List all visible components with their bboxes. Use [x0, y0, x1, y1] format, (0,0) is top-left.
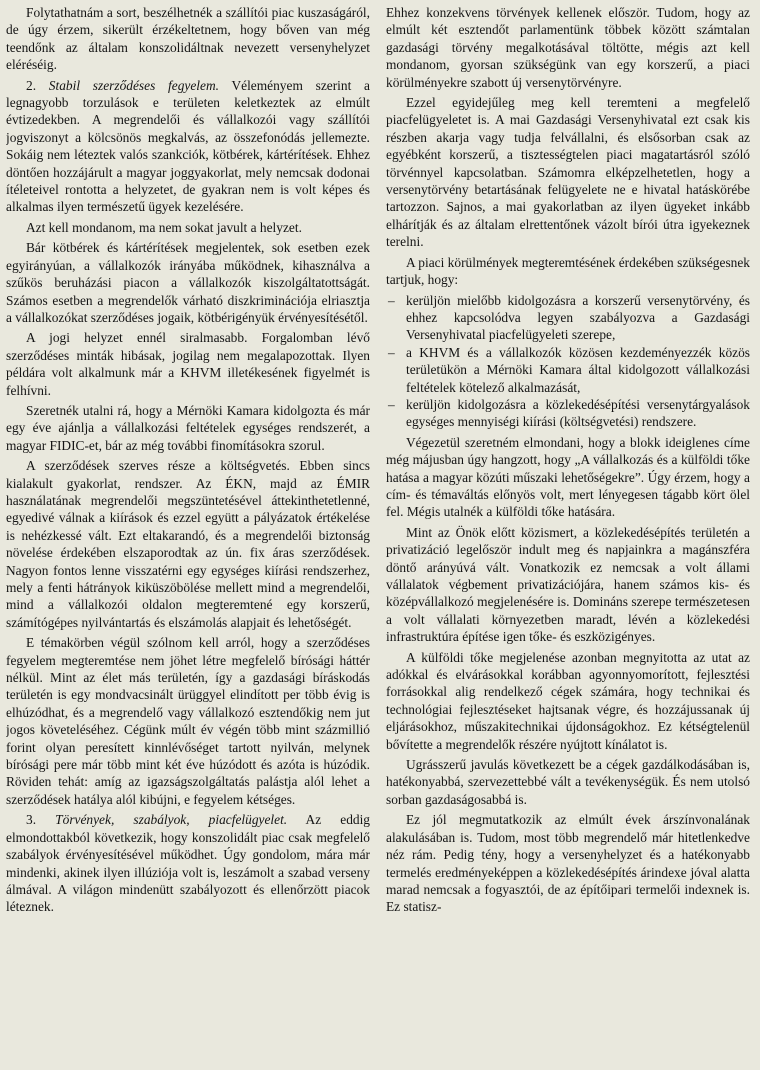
list-dash: –	[388, 344, 395, 360]
paragraph	[6, 4, 370, 74]
paragraph-text: Ez jól megmutatkozik az elmúlt évek árszínvonalának alakulásában is. Tudom, most több megrendelő már hitetlenkedve néz rám. Pedig tény, hogy a versenyhelyzet és a hatékonyabb termelés eredményeképpen a közlekedésépítés árindexe jóval alatta marad nemcsak a fogyasztói, de az építőipari termelői indexnek is. Ez statisz-	[386, 812, 750, 915]
list-item-text: kerüljön mielőbb kidolgozásra a korszerű versenytörvény, és ehhez kapcsolódva legyen szabályozva a Gazdasági Versenyhivatal piacfelügyeleti szerepe,	[406, 292, 750, 343]
paragraph-text: A piaci körülmények megteremtésének érdekében szükségesnek tartjuk, hogy:	[386, 254, 750, 288]
paragraph	[386, 94, 750, 251]
paragraph	[386, 524, 750, 646]
paragraph-text: Bár kötbérek és kártérítések megjelentek, sok esetben ezek egyirányúan, a vállalkozók irányába működnek, kihasználva a szűkös beruházási piacon a vállalkozók kiszolgáltatottságát. Számos esetben a megrendelők várható diszkriminációja elriasztja a vállalkozókat szerződéses jogaik, kötbérigényük érvényesítésétől.	[6, 240, 370, 325]
paragraph	[386, 756, 750, 808]
list-item	[386, 292, 750, 344]
paragraph	[6, 457, 370, 631]
paragraph-text: Az eddig elmondottakból következik, hogy konszolidált piac csak megfelelő szabályok érvényesítésével működhet. Úgy gondolom, mára már mindenki, akinek ilyen illúziója volt is, leszámolt a szabad verseny álmával. A világon mindenütt szabályozott és ellenőrzött piacok léteznek.	[6, 812, 370, 915]
paragraph-text: Szeretnék utalni rá, hogy a Mérnöki Kamara kidolgozta és már egy éve ajánlja a vállalkozási feltételek egységes rendszerét, a magyar FIDIC-et, bár az még további finomításokra szorul.	[6, 402, 370, 453]
paragraph-text: Azt kell mondanom, ma nem sokat javult a helyzet.	[26, 219, 302, 235]
paragraph	[386, 434, 750, 521]
requirements-list	[386, 292, 750, 431]
list-item-text: kerüljön kidolgozásra a közlekedésépítési versenytárgyalások egységes mennyiségi kiírási (költségvetési) rendszere.	[406, 396, 750, 430]
section-heading: Törvények, szabályok, piacfelügyelet.	[55, 812, 288, 828]
paragraph	[386, 811, 750, 915]
list-item	[386, 396, 750, 431]
list-item-text: a KHVM és a vállalkozók közösen kezdeményezzék közös területükön a Mérnöki Kamara által kidolgozott vállalkozási feltételek kötelező alkalmazását,	[406, 344, 750, 395]
paragraph	[6, 239, 370, 326]
paragraph-text: A külföldi tőke megjelenése azonban megnyitotta az utat az adókkal és elvárásokkal korábban agyonnyomorított, fejlesztési forrásokkal alig rendelkező cégek számára, hogy technikai és technológiai fejlesztéseket hajtsanak végre, és hozzájussanak új eljárásokhoz, műszakitechnikai újdonságokhoz. Ez kétségtelenül bővítette a megrendelők részére nyújtott kínálatot is.	[386, 649, 750, 752]
paragraph-text: Ezzel egyidejűleg meg kell teremteni a megfelelő piacfelügyeletet is. A mai Gazdasági Versenyhivatal ezt csak kis részben akarja vagy tudja felvállalni, és elsősorban csak az egyébként korszerű, a tisztességtelen piaci magatartásról szóló törvénnyel kapcsolatban. Számomra elképzelhetetlen, hogy a versenytörvény betartásának felügyelete ne e hivatal hatáskörébe tartozzon. Sajnos, a mai gyakorlatban az ilyen ügyeket inkább elhárítják és az általam elrettentőnek vázolt bírói útra igyekeznek terelni.	[386, 95, 750, 250]
paragraph-text: Ugrásszerű javulás következett be a cégek gazdálkodásában is, hatékonyabbá, szervezettebbé vált a tevékenységük. És nem utolsó sorban gazdaságosabbá is.	[386, 757, 750, 807]
paragraph	[386, 254, 750, 289]
paragraph-text: E témakörben végül szólnom kell arról, hogy a szerződéses fegyelem megteremtése nem jöhet létre megfelelő bírósági háttér nélkül. Mint az élet más területén, így a gazdasági bíráskodás területén is egy mondvacsinált ürüggyel elindított per több évig is elhúzódhat, és a megrendelő vagy vállalkozó esztendőkig nem jut jogos követeléséhez. Cégünk múlt év végén több mint százmillió forint olyan peresített kinnlévőséget tartott nyilván, melynek bírósági pere már több mint két éve húzódott és azóta is húzódik. Röviden tehát: amíg az igazságszolgáltatás palástja alól lehet a szerződések hatálya alól kibújni, e fegyelem kétséges.	[6, 635, 370, 807]
paragraph	[6, 402, 370, 454]
section-number: 3.	[26, 812, 56, 828]
right-text-column	[386, 4, 750, 1070]
paragraph	[6, 329, 370, 399]
paragraph-text: Véleményem szerint a legnagyobb torzulások e területen keletkeztek az elmúlt évtizedekben. A megrendelői és vállalkozói vagy szállítói jogviszonyt a kölcsönös megkalvás, az összefonódás jellemezte. Sokáig nem léteztek valós szankciók, kötbérek, kártérítések. Ehhez döntően hozzájárult a magyar joggyakorlat, mely nemcsak dodonai ítéleteivel rontotta a helyzetet, de gyakran nem is volt képes és alkalmas ilyen természetű ügyek kezelésére.	[6, 77, 370, 215]
paragraph	[386, 649, 750, 753]
paragraph	[6, 811, 370, 915]
paragraph-text: Mint az Önök előtt közismert, a közlekedésépítés területén a privatizáció legelőször indult meg és napjainkra a magánszféra döntő arányúvá vált. Vonatkozik ez nemcsak a volt állami vállalatok végbement privatizációjára, hanem számos kis- és középvállalkozó megjelenésére is. Domináns szerepe természetesen a volt vállalati környezetben maradt, lévén a közlekedési infrastruktúra építése igen tőke- és eszközigényes.	[386, 524, 750, 645]
left-text-column	[6, 4, 370, 1070]
paragraph	[6, 634, 370, 808]
paragraph	[6, 219, 370, 236]
paragraph-text: A jogi helyzet ennél siralmasabb. Forgalomban lévő szerződéses minták hibásak, jogilag nem megalapozottak. Ilyen példára volt alkalmunk már a KHVM illetékesének figyelmét is felhívni.	[6, 330, 370, 398]
paragraph	[6, 77, 370, 216]
paragraph-text: Folytathatnám a sort, beszélhetnék a szállítói piac kuszaságáról, de úgy érzem, sikerült érzékeltetnem, hogy bőven van még teendőnk az általam konszolidáltnak nevezett versenyhelyzet eléréséig.	[6, 5, 370, 73]
list-item	[386, 344, 750, 396]
paragraph	[386, 4, 750, 91]
paragraph-text: Ehhez konzekvens törvények kellenek először. Tudom, hogy az elmúlt két esztendőt parlamentünk többek között számtalan gazdasági törvény megalkotásával töltötte, mégis azt kell mondanom, gyorsan szükségünk van egy korszerű, a piaci körülményekre szabott új versenytörvényre.	[386, 5, 750, 90]
section-number: 2.	[26, 77, 49, 93]
list-dash: –	[388, 396, 395, 412]
list-dash: –	[388, 292, 395, 308]
section-heading: Stabil szerződéses fegyelem.	[48, 77, 219, 93]
paragraph-text: Végezetül szeretném elmondani, hogy a blokk ideiglenes címe még májusban úgy hangzott, hogy „A vállalkozás és a külföldi tőke hatása a magyar közúti műszaki lehetőségekre”. Úgy érzem, hogy a cím- és témaváltás előnyös volt, mert lényegesen tágabb kört ölel fel. Mégis utalnék a külföldi tőke hatására.	[386, 434, 750, 520]
paragraph-text: A szerződések szerves része a költségvetés. Ebben sincs kialakult gyakorlat, rendszer. Az ÉKN, majd az ÉMIR használatának megrendelői megszüntetésével áttekinthetetlenné, egyedivé válnak a kiírások és ezzel együtt a pályázatok értékelése is nehézkessé vált. Ezt eltakarandó, és a megrendelői biztonság növelése érdekében elszaporodtak az ún. fix áras szerződések. Nagyon fontos lenne visszatérni egy egységes kiírási rendszerhez, mely a fenti hátrányok kiküszöbölése mellett mind a megrendelői, mind a vállalkozói oldalon megteremtené egy korszerű, számítógépes nyilvántartás és elszámolás alapjait és lehetőségét.	[6, 458, 370, 630]
